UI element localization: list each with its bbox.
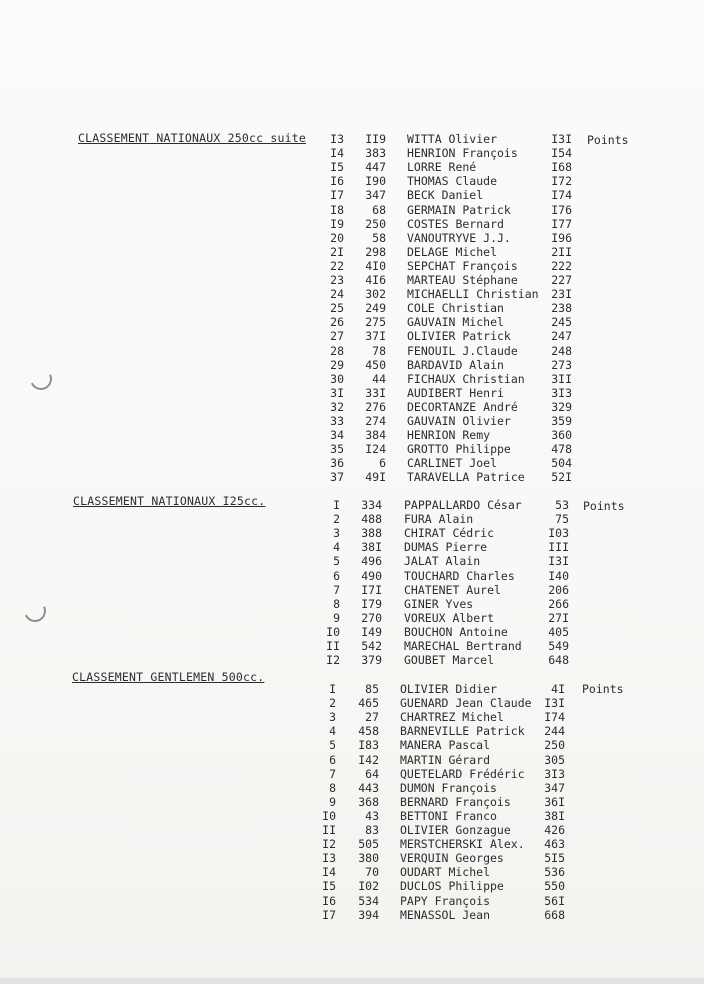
rider-name-cell: THOMAS Claude bbox=[407, 174, 498, 189]
rider-name-cell: LORRE René bbox=[407, 160, 477, 175]
rider-name-cell: TARAVELLA Patrice bbox=[407, 470, 525, 485]
table-row bbox=[0, 908, 704, 922]
rider-number-cell: I79 bbox=[361, 596, 382, 611]
rider-name-cell: DECORTANZE André bbox=[407, 399, 518, 414]
points-cell: 4I bbox=[551, 682, 565, 696]
rank-cell: 37 bbox=[330, 470, 344, 485]
points-cell: 5I5 bbox=[544, 851, 565, 866]
table-row bbox=[0, 894, 704, 908]
rank-cell: 29 bbox=[330, 357, 344, 372]
rider-name-cell: HENRION Remy bbox=[407, 428, 491, 443]
table-row bbox=[0, 245, 704, 259]
rank-cell: I9 bbox=[330, 216, 344, 231]
rider-name-cell: WITTA Olivier bbox=[407, 132, 498, 146]
rank-cell: I bbox=[329, 682, 336, 696]
table-row bbox=[0, 344, 704, 358]
rider-name-cell: DUCLOS Philippe bbox=[400, 879, 504, 894]
rider-name-cell: HENRION François bbox=[407, 146, 518, 161]
points-cell: 668 bbox=[544, 907, 565, 922]
rider-number-cell: 43 bbox=[365, 808, 379, 823]
rider-name-cell: OLIVIER Didier bbox=[400, 682, 497, 696]
rank-cell: 4 bbox=[333, 540, 340, 555]
points-cell: 347 bbox=[544, 780, 565, 795]
rank-cell: 20 bbox=[330, 230, 344, 245]
rider-number-cell: 38I bbox=[361, 540, 382, 555]
rider-name-cell: GOUBET Marcel bbox=[404, 653, 495, 668]
rank-cell: 2 bbox=[329, 696, 336, 711]
rider-number-cell: 274 bbox=[365, 414, 386, 428]
rider-number-cell: I42 bbox=[358, 752, 379, 767]
rider-name-cell: MICHAELLI Christian bbox=[407, 287, 539, 302]
points-cell: 245 bbox=[551, 315, 572, 330]
rider-number-cell: 44 bbox=[372, 371, 386, 386]
points-cell: 549 bbox=[548, 639, 569, 653]
rider-name-cell: BARNEVILLE Patrick bbox=[400, 724, 525, 739]
rider-name-cell: FICHAUX Christian bbox=[407, 371, 525, 386]
section-title-125cc: CLASSEMENT NATIONAUX I25cc. bbox=[73, 494, 266, 508]
rider-name-cell: GAUVAIN Olivier bbox=[407, 414, 511, 428]
rank-cell: I6 bbox=[322, 893, 336, 908]
table-row bbox=[0, 569, 704, 583]
rider-name-cell: BECK Daniel bbox=[407, 188, 484, 203]
rider-name-cell: GAUVAIN Michel bbox=[407, 315, 504, 330]
points-cell: I72 bbox=[551, 174, 572, 189]
rank-cell: 7 bbox=[329, 766, 336, 781]
table-row bbox=[0, 710, 704, 724]
rank-cell: 32 bbox=[330, 399, 344, 414]
table-row bbox=[0, 795, 704, 809]
rider-name-cell: MERSTCHERSKI Alex. bbox=[400, 837, 525, 852]
rider-number-cell: 458 bbox=[358, 724, 379, 739]
rider-number-cell: 68 bbox=[372, 202, 386, 217]
table-row bbox=[0, 372, 704, 386]
table-row bbox=[0, 498, 704, 512]
rider-number-cell: 33I bbox=[365, 385, 386, 400]
rider-number-cell: 334 bbox=[361, 498, 382, 512]
points-cell: 405 bbox=[548, 624, 569, 639]
points-cell: 536 bbox=[544, 865, 565, 880]
rider-number-cell: 447 bbox=[365, 160, 386, 175]
rider-name-cell: GINER Yves bbox=[404, 596, 474, 611]
points-cell: 52I bbox=[551, 470, 572, 485]
rank-cell: 25 bbox=[330, 301, 344, 316]
rank-cell: 33 bbox=[330, 414, 344, 428]
section-title-250cc: CLASSEMENT NATIONAUX 250cc suite bbox=[78, 131, 306, 145]
table-row bbox=[0, 428, 704, 442]
rider-number-cell: 49I bbox=[365, 470, 386, 485]
table-row bbox=[0, 217, 704, 231]
points-cell: I03 bbox=[548, 526, 569, 541]
points-cell: 206 bbox=[548, 582, 569, 597]
rider-name-cell: GERMAIN Patrick bbox=[407, 202, 511, 217]
points-cell: I40 bbox=[548, 568, 569, 583]
rider-name-cell: DUMON François bbox=[400, 780, 497, 795]
rider-number-cell: I02 bbox=[358, 879, 379, 894]
rank-cell: 7 bbox=[333, 582, 340, 597]
points-cell: I3I bbox=[544, 696, 565, 711]
rider-number-cell: 270 bbox=[361, 610, 382, 625]
rank-cell: I2 bbox=[326, 653, 340, 668]
rider-number-cell: I24 bbox=[365, 442, 386, 457]
rider-number-cell: 85 bbox=[365, 682, 379, 696]
rider-name-cell: DUMAS Pierre bbox=[404, 540, 488, 555]
table-row bbox=[0, 231, 704, 245]
rider-number-cell: 383 bbox=[365, 146, 386, 161]
rider-number-cell: 27 bbox=[365, 710, 379, 725]
rider-number-cell: 379 bbox=[361, 653, 382, 668]
points-cell: 426 bbox=[544, 823, 565, 837]
points-cell: 238 bbox=[551, 301, 572, 316]
rank-cell: I7 bbox=[322, 907, 336, 922]
table-row bbox=[0, 273, 704, 287]
rider-number-cell: 347 bbox=[365, 188, 386, 203]
points-cell: 38I bbox=[544, 808, 565, 823]
rider-name-cell: CHIRAT Cédric bbox=[404, 526, 495, 541]
table-row bbox=[0, 865, 704, 879]
points-cell: 36I bbox=[544, 794, 565, 809]
points-cell: III bbox=[548, 540, 569, 555]
points-cell: I68 bbox=[551, 160, 572, 175]
table-row bbox=[0, 174, 704, 188]
rank-cell: 6 bbox=[329, 752, 336, 767]
rank-cell: 30 bbox=[330, 371, 344, 386]
rider-name-cell: OLIVIER Gonzague bbox=[400, 823, 511, 837]
rider-number-cell: II9 bbox=[365, 132, 386, 146]
rider-name-cell: OUDART Michel bbox=[400, 865, 491, 880]
rider-number-cell: 534 bbox=[358, 893, 379, 908]
rider-name-cell: BARDAVID Alain bbox=[407, 357, 504, 372]
points-cell: I74 bbox=[551, 188, 572, 203]
rank-cell: I3 bbox=[322, 851, 336, 866]
rider-name-cell: VANOUTRYVE J.J. bbox=[407, 230, 511, 245]
table-row bbox=[0, 753, 704, 767]
points-cell: 3I3 bbox=[551, 385, 572, 400]
rank-cell: I4 bbox=[330, 146, 344, 161]
rider-name-cell: MARTEAU Stéphane bbox=[407, 273, 518, 287]
table-row bbox=[0, 611, 704, 625]
points-cell: I3I bbox=[551, 132, 572, 146]
rider-number-cell: 70 bbox=[365, 865, 379, 880]
points-label-125cc: Points bbox=[583, 499, 625, 513]
rank-cell: I3 bbox=[330, 132, 344, 146]
points-cell: 56I bbox=[544, 893, 565, 908]
points-cell: 550 bbox=[544, 879, 565, 894]
rank-cell: I2 bbox=[322, 837, 336, 852]
rider-number-cell: 275 bbox=[365, 315, 386, 330]
rider-number-cell: 380 bbox=[358, 851, 379, 866]
points-cell: 305 bbox=[544, 752, 565, 767]
points-cell: I54 bbox=[551, 146, 572, 161]
points-cell: I76 bbox=[551, 202, 572, 217]
rider-name-cell: CARLINET Joel bbox=[407, 456, 498, 471]
rank-cell: 36 bbox=[330, 456, 344, 471]
table-row bbox=[0, 160, 704, 174]
rider-number-cell: 4I0 bbox=[365, 258, 386, 273]
rank-cell: 24 bbox=[330, 287, 344, 302]
table-row bbox=[0, 301, 704, 315]
rider-number-cell: 465 bbox=[358, 696, 379, 711]
rider-name-cell: VOREUX Albert bbox=[404, 610, 495, 625]
points-cell: 250 bbox=[544, 738, 565, 753]
points-cell: 222 bbox=[551, 258, 572, 273]
rank-cell: I4 bbox=[322, 865, 336, 880]
rank-cell: 3I bbox=[330, 385, 344, 400]
rider-number-cell: 4I6 bbox=[365, 273, 386, 287]
rider-number-cell: 490 bbox=[361, 568, 382, 583]
table-row bbox=[0, 442, 704, 456]
rank-cell: 2I bbox=[330, 244, 344, 259]
table-row bbox=[0, 259, 704, 273]
points-cell: 463 bbox=[544, 837, 565, 852]
rider-number-cell: I49 bbox=[361, 624, 382, 639]
points-cell: 227 bbox=[551, 273, 572, 287]
rider-name-cell: CHARTREZ Michel bbox=[400, 710, 504, 725]
table-row bbox=[0, 512, 704, 526]
rank-cell: 5 bbox=[333, 554, 340, 569]
points-cell: 504 bbox=[551, 456, 572, 471]
table-row bbox=[0, 400, 704, 414]
table-row bbox=[0, 188, 704, 202]
points-cell: 2II bbox=[551, 244, 572, 259]
rider-name-cell: PAPPALLARDO César bbox=[404, 498, 522, 512]
rank-cell: 2 bbox=[333, 512, 340, 527]
rider-number-cell: 384 bbox=[365, 428, 386, 443]
rider-number-cell: 249 bbox=[365, 301, 386, 316]
table-row bbox=[0, 837, 704, 851]
rider-name-cell: MANERA Pascal bbox=[400, 738, 491, 753]
rank-cell: II bbox=[322, 823, 336, 837]
points-cell: 3I3 bbox=[544, 766, 565, 781]
rider-number-cell: 58 bbox=[372, 230, 386, 245]
table-row bbox=[0, 287, 704, 301]
table-row bbox=[0, 809, 704, 823]
points-label-500cc: Points bbox=[582, 682, 624, 696]
table-row bbox=[0, 823, 704, 837]
table-row bbox=[0, 781, 704, 795]
table-row bbox=[0, 682, 704, 696]
table-row bbox=[0, 386, 704, 400]
table-row bbox=[0, 724, 704, 738]
table-row bbox=[0, 358, 704, 372]
points-cell: I3I bbox=[548, 554, 569, 569]
points-cell: 329 bbox=[551, 399, 572, 414]
rider-number-cell: 276 bbox=[365, 399, 386, 414]
rider-name-cell: QUETELARD Frédéric bbox=[400, 766, 525, 781]
table-row bbox=[0, 597, 704, 611]
table-row bbox=[0, 583, 704, 597]
rider-number-cell: 83 bbox=[365, 823, 379, 837]
rider-name-cell: DELAGE Michel bbox=[407, 244, 498, 259]
rider-name-cell: COLE Christian bbox=[407, 301, 504, 316]
rank-cell: I6 bbox=[330, 174, 344, 189]
rank-cell: 23 bbox=[330, 273, 344, 287]
table-row bbox=[0, 851, 704, 865]
table-row bbox=[0, 540, 704, 554]
rider-number-cell: 496 bbox=[361, 554, 382, 569]
points-cell: 478 bbox=[551, 442, 572, 457]
rank-cell: 5 bbox=[329, 738, 336, 753]
rank-cell: 9 bbox=[329, 794, 336, 809]
points-cell: 359 bbox=[551, 414, 572, 428]
points-cell: 53 bbox=[555, 498, 569, 512]
points-cell: 360 bbox=[551, 428, 572, 443]
rank-cell: I8 bbox=[330, 202, 344, 217]
rank-cell: 4 bbox=[329, 724, 336, 739]
rider-name-cell: FURA Alain bbox=[404, 512, 474, 527]
rank-cell: 26 bbox=[330, 315, 344, 330]
table-row bbox=[0, 132, 704, 146]
rank-cell: I7 bbox=[330, 188, 344, 203]
table-row bbox=[0, 203, 704, 217]
table-row bbox=[0, 526, 704, 540]
rider-number-cell: 450 bbox=[365, 357, 386, 372]
rider-number-cell: 78 bbox=[372, 343, 386, 358]
rank-cell: I5 bbox=[322, 879, 336, 894]
table-row bbox=[0, 696, 704, 710]
points-label-250cc: Points bbox=[587, 133, 629, 147]
table-row bbox=[0, 653, 704, 667]
rider-name-cell: COSTES Bernard bbox=[407, 216, 504, 231]
rider-name-cell: VERQUIN Georges bbox=[400, 851, 504, 866]
rider-name-cell: BERNARD François bbox=[400, 794, 511, 809]
rider-name-cell: JALAT Alain bbox=[404, 554, 481, 569]
rider-number-cell: 542 bbox=[361, 639, 382, 653]
points-cell: 248 bbox=[551, 343, 572, 358]
points-cell: I96 bbox=[551, 230, 572, 245]
rider-number-cell: 488 bbox=[361, 512, 382, 527]
rider-name-cell: SEPCHAT François bbox=[407, 258, 518, 273]
table-row bbox=[0, 146, 704, 160]
rider-name-cell: MARECHAL Bertrand bbox=[404, 639, 522, 653]
rank-cell: 3 bbox=[333, 526, 340, 541]
rider-name-cell: BETTONI Franco bbox=[400, 808, 497, 823]
points-cell: 266 bbox=[548, 596, 569, 611]
rider-name-cell: GROTTO Philippe bbox=[407, 442, 511, 457]
table-row bbox=[0, 639, 704, 653]
rank-cell: 28 bbox=[330, 343, 344, 358]
rank-cell: I5 bbox=[330, 160, 344, 175]
table-row bbox=[0, 625, 704, 639]
rider-number-cell: I90 bbox=[365, 174, 386, 189]
section-title-500cc: CLASSEMENT GENTLEMEN 500cc. bbox=[72, 670, 265, 684]
table-row bbox=[0, 456, 704, 470]
rider-number-cell: 64 bbox=[365, 766, 379, 781]
rider-number-cell: 388 bbox=[361, 526, 382, 541]
rider-name-cell: FENOUIL J.Claude bbox=[407, 343, 518, 358]
rider-number-cell: 394 bbox=[358, 907, 379, 922]
rank-cell: 35 bbox=[330, 442, 344, 457]
points-cell: 273 bbox=[551, 357, 572, 372]
table-row bbox=[0, 879, 704, 893]
points-cell: 75 bbox=[555, 512, 569, 527]
rider-name-cell: GUENARD Jean Claude bbox=[400, 696, 532, 711]
rank-cell: 8 bbox=[329, 780, 336, 795]
rider-number-cell: 505 bbox=[358, 837, 379, 852]
rider-number-cell: 37I bbox=[365, 329, 386, 344]
points-cell: I77 bbox=[551, 216, 572, 231]
table-row bbox=[0, 738, 704, 752]
rider-name-cell: PAPY François bbox=[400, 893, 491, 908]
table-row bbox=[0, 329, 704, 343]
rank-cell: I bbox=[333, 498, 340, 512]
rider-number-cell: 302 bbox=[365, 287, 386, 302]
rank-cell: 6 bbox=[333, 568, 340, 583]
rider-number-cell: 368 bbox=[358, 794, 379, 809]
rider-number-cell: I7I bbox=[361, 582, 382, 597]
rank-cell: II bbox=[326, 639, 340, 653]
rider-number-cell: 250 bbox=[365, 216, 386, 231]
points-cell: 27I bbox=[548, 610, 569, 625]
points-cell: 244 bbox=[544, 724, 565, 739]
rider-name-cell: BOUCHON Antoine bbox=[404, 624, 508, 639]
rider-name-cell: AUDIBERT Henri bbox=[407, 385, 504, 400]
rider-number-cell: 443 bbox=[358, 780, 379, 795]
rider-number-cell: I83 bbox=[358, 738, 379, 753]
rank-cell: I0 bbox=[322, 808, 336, 823]
rider-name-cell: CHATENET Aurel bbox=[404, 582, 501, 597]
rider-name-cell: MENASSOL Jean bbox=[400, 907, 491, 922]
page-bottom-edge bbox=[0, 978, 704, 984]
rank-cell: 3 bbox=[329, 710, 336, 725]
rider-name-cell: TOUCHARD Charles bbox=[404, 568, 515, 583]
table-row bbox=[0, 315, 704, 329]
table-row bbox=[0, 767, 704, 781]
points-cell: 247 bbox=[551, 329, 572, 344]
rider-number-cell: 6 bbox=[379, 456, 386, 471]
points-cell: I74 bbox=[544, 710, 565, 725]
points-cell: 3II bbox=[551, 371, 572, 386]
rider-number-cell: 298 bbox=[365, 244, 386, 259]
rank-cell: 34 bbox=[330, 428, 344, 443]
table-row bbox=[0, 554, 704, 568]
rank-cell: 8 bbox=[333, 596, 340, 611]
rider-name-cell: OLIVIER Patrick bbox=[407, 329, 511, 344]
rank-cell: 27 bbox=[330, 329, 344, 344]
table-row bbox=[0, 414, 704, 428]
points-cell: 648 bbox=[548, 653, 569, 668]
rank-cell: I0 bbox=[326, 624, 340, 639]
table-row bbox=[0, 470, 704, 484]
rank-cell: 22 bbox=[330, 258, 344, 273]
rank-cell: 9 bbox=[333, 610, 340, 625]
points-cell: 23I bbox=[551, 287, 572, 302]
rider-name-cell: MARTIN Gérard bbox=[400, 752, 491, 767]
